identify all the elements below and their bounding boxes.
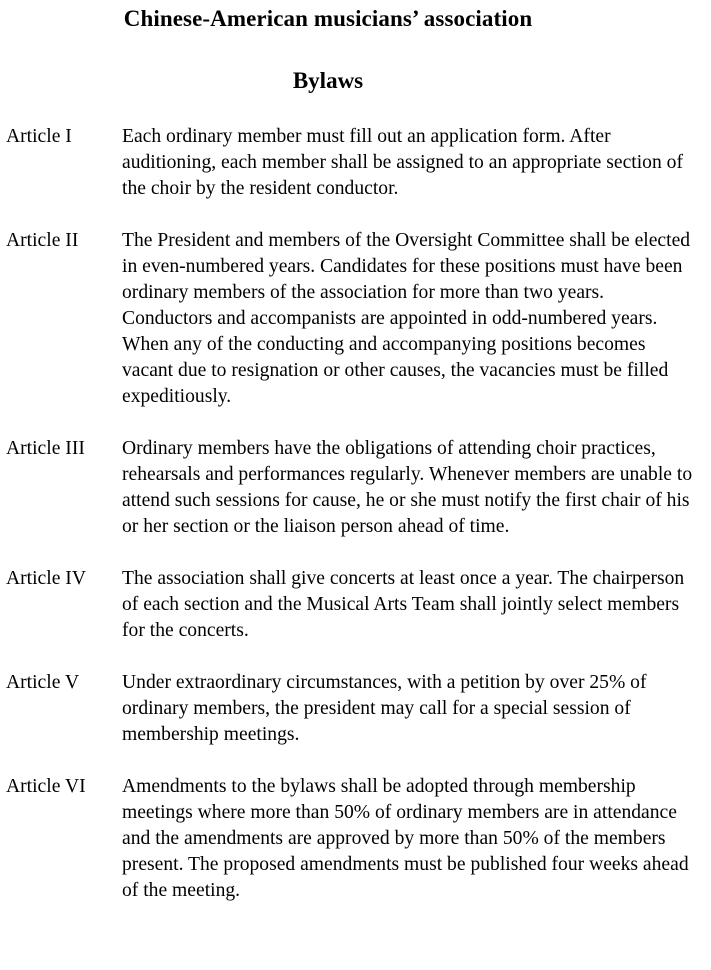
article-2 [0, 228, 711, 410]
article-3 [0, 436, 711, 540]
article-5 [0, 670, 711, 748]
article-6 [0, 774, 711, 904]
article-1 [0, 124, 711, 202]
article-4 [0, 566, 711, 644]
article-label: Article VI [6, 776, 86, 797]
article-label: Article II [6, 230, 79, 251]
organization-title: Chinese-American musicians’ association [123, 6, 533, 31]
article-text: Ordinary members have the obligations of attending choir practices, rehearsals and performances regularly. Whenever members are unable to attend such sessions for cause, he or she must notify the first chair of his or her section or the liaison person ahead of time. [122, 438, 693, 537]
article-text: The association shall give concerts at least once a year. The chairperson of each section and the Musical Arts Team shall jointly select members for the concerts. [122, 568, 685, 641]
article-text: The President and members of the Oversight Committee shall be elected in even-numbered years. Candidates for these positions must have been ordinary members of the association for more than two years. Conductors and accompanists are appointed in odd-numbered years. When any of the conducting and accompanying positions becomes vacant due to resignation or other causes, the vacancies must be filled expeditiously. [122, 230, 691, 407]
article-label: Article III [6, 438, 85, 459]
document-title: Bylaws [292, 68, 364, 93]
article-label: Article V [6, 672, 80, 693]
article-text: Each ordinary member must fill out an application form. After auditioning, each member shall be assigned to an appropriate section of the choir by the resident conductor. [122, 126, 683, 199]
article-text: Amendments to the bylaws shall be adopted through membership meetings where more than 50% of ordinary members are in attendance and the amendments are approved by more than 50% of the members present. The proposed amendments must be published four weeks ahead of the meeting. [122, 776, 689, 901]
article-label: Article IV [6, 568, 86, 589]
article-label: Article I [6, 126, 72, 147]
article-text: Under extraordinary circumstances, with a petition by over 25% of ordinary members, the president may call for a special session of membership meetings. [122, 672, 647, 745]
articles-list [0, 124, 711, 930]
